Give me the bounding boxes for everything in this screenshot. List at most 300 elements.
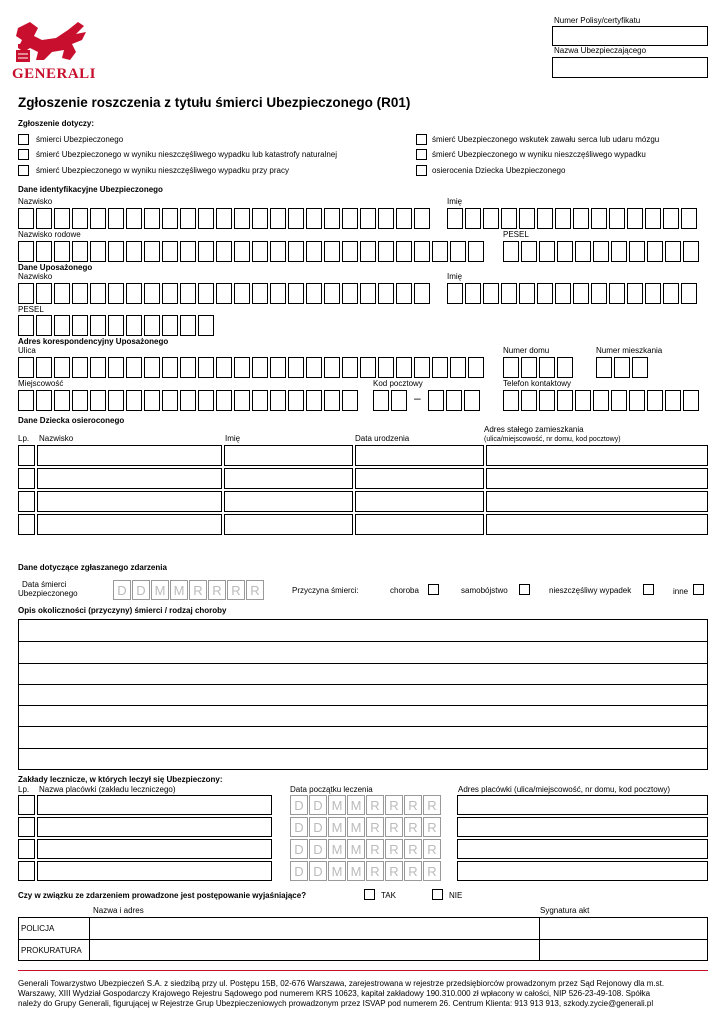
table-cell[interactable] <box>18 861 35 881</box>
insured-name-cells[interactable] <box>447 208 699 229</box>
char-cell[interactable] <box>90 241 106 262</box>
char-cell[interactable] <box>681 208 697 229</box>
char-cell[interactable] <box>18 315 34 336</box>
char-cell[interactable] <box>629 390 645 411</box>
date-cell[interactable]: M <box>347 795 365 815</box>
table-cell[interactable] <box>18 817 35 837</box>
date-cell[interactable]: M <box>347 861 365 881</box>
char-cell[interactable] <box>234 283 250 304</box>
char-cell[interactable] <box>72 315 88 336</box>
char-cell[interactable] <box>126 390 142 411</box>
char-cell[interactable] <box>627 283 643 304</box>
char-cell[interactable] <box>54 208 70 229</box>
char-cell[interactable] <box>519 208 535 229</box>
char-cell[interactable] <box>391 390 407 411</box>
char-cell[interactable] <box>162 390 178 411</box>
cause-checkbox-suicide[interactable] <box>519 584 530 595</box>
date-cell[interactable]: M <box>347 817 365 837</box>
char-cell[interactable] <box>54 315 70 336</box>
char-cell[interactable] <box>647 390 663 411</box>
policy-holder-field[interactable] <box>552 57 708 78</box>
char-cell[interactable] <box>198 357 214 378</box>
date-cell[interactable]: R <box>423 817 441 837</box>
date-cell[interactable]: R <box>385 861 403 881</box>
date-cell[interactable]: R <box>366 795 384 815</box>
char-cell[interactable] <box>306 208 322 229</box>
insured-maiden-cells[interactable] <box>18 241 486 262</box>
char-cell[interactable] <box>396 283 412 304</box>
char-cell[interactable] <box>108 357 124 378</box>
table-cell[interactable] <box>486 468 708 489</box>
date-cell[interactable]: D <box>132 580 150 600</box>
char-cell[interactable] <box>216 390 232 411</box>
char-cell[interactable] <box>468 241 484 262</box>
char-cell[interactable] <box>575 241 591 262</box>
char-cell[interactable] <box>447 283 463 304</box>
char-cell[interactable] <box>288 283 304 304</box>
char-cell[interactable] <box>18 208 34 229</box>
char-cell[interactable] <box>144 241 160 262</box>
char-cell[interactable] <box>108 315 124 336</box>
table-cell[interactable] <box>355 514 484 535</box>
char-cell[interactable] <box>216 208 232 229</box>
table-cell[interactable] <box>37 861 272 881</box>
char-cell[interactable] <box>681 283 697 304</box>
char-cell[interactable] <box>614 357 630 378</box>
char-cell[interactable] <box>342 390 358 411</box>
table-cell[interactable] <box>224 445 353 466</box>
char-cell[interactable] <box>450 241 466 262</box>
char-cell[interactable] <box>537 283 553 304</box>
char-cell[interactable] <box>503 390 519 411</box>
char-cell[interactable] <box>180 315 196 336</box>
char-cell[interactable] <box>180 390 196 411</box>
char-cell[interactable] <box>683 241 699 262</box>
cause-checkbox-accident[interactable] <box>643 584 654 595</box>
table-cell[interactable] <box>457 795 708 815</box>
char-cell[interactable] <box>126 241 142 262</box>
date-cell[interactable]: R <box>189 580 207 600</box>
police-name-field[interactable] <box>90 918 539 939</box>
date-cell[interactable]: D <box>309 861 327 881</box>
insured-pesel-cells[interactable] <box>503 241 701 262</box>
char-cell[interactable] <box>360 283 376 304</box>
char-cell[interactable] <box>288 208 304 229</box>
char-cell[interactable] <box>162 208 178 229</box>
prosecutor-name-field[interactable] <box>90 940 539 960</box>
char-cell[interactable] <box>180 241 196 262</box>
facility-date-cells[interactable] <box>290 861 442 881</box>
claim-checkbox-work-accident[interactable] <box>18 165 29 176</box>
char-cell[interactable] <box>108 283 124 304</box>
char-cell[interactable] <box>162 315 178 336</box>
char-cell[interactable] <box>90 357 106 378</box>
circumstances-area[interactable] <box>18 619 708 770</box>
char-cell[interactable] <box>270 357 286 378</box>
char-cell[interactable] <box>447 208 463 229</box>
claim-checkbox-death[interactable] <box>18 134 29 145</box>
cause-checkbox-other[interactable] <box>693 584 704 595</box>
char-cell[interactable] <box>342 241 358 262</box>
char-cell[interactable] <box>36 390 52 411</box>
char-cell[interactable] <box>306 241 322 262</box>
char-cell[interactable] <box>555 208 571 229</box>
char-cell[interactable] <box>396 208 412 229</box>
table-cell[interactable] <box>355 445 484 466</box>
char-cell[interactable] <box>432 357 448 378</box>
date-cell[interactable]: R <box>423 839 441 859</box>
char-cell[interactable] <box>252 283 268 304</box>
char-cell[interactable] <box>126 283 142 304</box>
investigation-yes-checkbox[interactable] <box>364 889 375 900</box>
char-cell[interactable] <box>378 241 394 262</box>
date-cell[interactable]: M <box>151 580 169 600</box>
char-cell[interactable] <box>108 208 124 229</box>
char-cell[interactable] <box>521 390 537 411</box>
date-cell[interactable]: M <box>328 839 346 859</box>
policy-number-field[interactable] <box>552 26 708 46</box>
char-cell[interactable] <box>306 283 322 304</box>
beneficiary-name-cells[interactable] <box>447 283 699 304</box>
table-cell[interactable] <box>224 491 353 512</box>
date-cell[interactable]: R <box>404 817 422 837</box>
char-cell[interactable] <box>108 241 124 262</box>
char-cell[interactable] <box>665 390 681 411</box>
char-cell[interactable] <box>557 390 573 411</box>
char-cell[interactable] <box>396 357 412 378</box>
char-cell[interactable] <box>519 283 535 304</box>
char-cell[interactable] <box>324 241 340 262</box>
police-signature-field[interactable] <box>540 918 707 939</box>
cause-checkbox-illness[interactable] <box>428 584 439 595</box>
char-cell[interactable] <box>378 283 394 304</box>
beneficiary-surname-cells[interactable] <box>18 283 432 304</box>
char-cell[interactable] <box>557 357 573 378</box>
table-cell[interactable] <box>224 468 353 489</box>
char-cell[interactable] <box>503 241 519 262</box>
char-cell[interactable] <box>234 208 250 229</box>
char-cell[interactable] <box>270 390 286 411</box>
table-cell[interactable] <box>457 839 708 859</box>
char-cell[interactable] <box>234 241 250 262</box>
char-cell[interactable] <box>324 390 340 411</box>
char-cell[interactable] <box>537 208 553 229</box>
char-cell[interactable] <box>414 208 430 229</box>
facility-date-cells[interactable] <box>290 839 442 859</box>
investigation-no-checkbox[interactable] <box>432 889 443 900</box>
char-cell[interactable] <box>180 283 196 304</box>
claim-checkbox-heart-stroke[interactable] <box>416 134 427 145</box>
char-cell[interactable] <box>36 315 52 336</box>
char-cell[interactable] <box>609 208 625 229</box>
date-cell[interactable]: R <box>385 817 403 837</box>
table-cell[interactable] <box>37 491 222 512</box>
date-cell[interactable]: D <box>309 817 327 837</box>
char-cell[interactable] <box>90 283 106 304</box>
char-cell[interactable] <box>501 283 517 304</box>
char-cell[interactable] <box>252 208 268 229</box>
table-cell[interactable] <box>355 491 484 512</box>
char-cell[interactable] <box>180 357 196 378</box>
date-cell[interactable]: M <box>328 817 346 837</box>
char-cell[interactable] <box>18 283 34 304</box>
char-cell[interactable] <box>663 283 679 304</box>
char-cell[interactable] <box>627 208 643 229</box>
table-cell[interactable] <box>37 468 222 489</box>
char-cell[interactable] <box>54 357 70 378</box>
char-cell[interactable] <box>18 357 34 378</box>
char-cell[interactable] <box>90 208 106 229</box>
char-cell[interactable] <box>162 283 178 304</box>
char-cell[interactable] <box>72 208 88 229</box>
char-cell[interactable] <box>306 390 322 411</box>
char-cell[interactable] <box>216 283 232 304</box>
date-cell[interactable]: R <box>246 580 264 600</box>
facilities-address-grid[interactable] <box>457 795 708 881</box>
char-cell[interactable] <box>573 208 589 229</box>
facility-date-cells[interactable] <box>290 795 442 815</box>
char-cell[interactable] <box>465 208 481 229</box>
char-cell[interactable] <box>428 390 444 411</box>
date-cell[interactable]: D <box>290 839 308 859</box>
char-cell[interactable] <box>270 283 286 304</box>
char-cell[interactable] <box>144 357 160 378</box>
char-cell[interactable] <box>360 357 376 378</box>
char-cell[interactable] <box>72 390 88 411</box>
table-cell[interactable] <box>37 514 222 535</box>
facilities-name-grid[interactable] <box>18 795 272 881</box>
date-cell[interactable]: R <box>227 580 245 600</box>
date-cell[interactable]: D <box>113 580 131 600</box>
char-cell[interactable] <box>270 241 286 262</box>
claim-checkbox-orphan[interactable] <box>416 165 427 176</box>
char-cell[interactable] <box>216 357 232 378</box>
char-cell[interactable] <box>647 241 663 262</box>
char-cell[interactable] <box>593 390 609 411</box>
table-cell[interactable] <box>486 491 708 512</box>
char-cell[interactable] <box>144 390 160 411</box>
char-cell[interactable] <box>198 208 214 229</box>
char-cell[interactable] <box>126 357 142 378</box>
claim-checkbox-accident[interactable] <box>416 149 427 160</box>
char-cell[interactable] <box>198 315 214 336</box>
char-cell[interactable] <box>396 241 412 262</box>
char-cell[interactable] <box>360 241 376 262</box>
char-cell[interactable] <box>521 357 537 378</box>
table-cell[interactable] <box>457 861 708 881</box>
char-cell[interactable] <box>501 208 517 229</box>
char-cell[interactable] <box>18 241 34 262</box>
char-cell[interactable] <box>54 283 70 304</box>
death-date-cells[interactable] <box>113 580 265 600</box>
date-cell[interactable]: M <box>170 580 188 600</box>
char-cell[interactable] <box>108 390 124 411</box>
date-cell[interactable]: D <box>309 795 327 815</box>
char-cell[interactable] <box>360 208 376 229</box>
char-cell[interactable] <box>342 357 358 378</box>
char-cell[interactable] <box>234 390 250 411</box>
char-cell[interactable] <box>126 208 142 229</box>
date-cell[interactable]: D <box>290 861 308 881</box>
facility-date-cells[interactable] <box>290 817 442 837</box>
char-cell[interactable] <box>252 357 268 378</box>
char-cell[interactable] <box>54 241 70 262</box>
char-cell[interactable] <box>324 357 340 378</box>
char-cell[interactable] <box>342 208 358 229</box>
char-cell[interactable] <box>198 390 214 411</box>
prosecutor-signature-field[interactable] <box>540 940 707 960</box>
address-street-cells[interactable] <box>18 357 486 378</box>
char-cell[interactable] <box>557 241 573 262</box>
char-cell[interactable] <box>198 283 214 304</box>
char-cell[interactable] <box>414 241 430 262</box>
char-cell[interactable] <box>288 357 304 378</box>
char-cell[interactable] <box>162 241 178 262</box>
char-cell[interactable] <box>483 208 499 229</box>
date-cell[interactable]: D <box>309 839 327 859</box>
char-cell[interactable] <box>36 357 52 378</box>
char-cell[interactable] <box>144 315 160 336</box>
char-cell[interactable] <box>414 283 430 304</box>
char-cell[interactable] <box>90 390 106 411</box>
date-cell[interactable]: R <box>404 839 422 859</box>
table-cell[interactable] <box>18 839 35 859</box>
table-cell[interactable] <box>18 795 35 815</box>
char-cell[interactable] <box>432 241 448 262</box>
char-cell[interactable] <box>609 283 625 304</box>
char-cell[interactable] <box>144 208 160 229</box>
char-cell[interactable] <box>36 208 52 229</box>
char-cell[interactable] <box>611 390 627 411</box>
address-house-cells[interactable] <box>503 357 575 378</box>
char-cell[interactable] <box>144 283 160 304</box>
char-cell[interactable] <box>645 283 661 304</box>
date-cell[interactable]: M <box>328 795 346 815</box>
char-cell[interactable] <box>503 357 519 378</box>
char-cell[interactable] <box>342 283 358 304</box>
char-cell[interactable] <box>591 208 607 229</box>
table-cell[interactable] <box>355 468 484 489</box>
char-cell[interactable] <box>611 241 627 262</box>
char-cell[interactable] <box>414 357 430 378</box>
date-cell[interactable]: R <box>385 795 403 815</box>
char-cell[interactable] <box>36 283 52 304</box>
date-cell[interactable]: M <box>347 839 365 859</box>
char-cell[interactable] <box>180 208 196 229</box>
date-cell[interactable]: R <box>366 839 384 859</box>
date-cell[interactable]: R <box>423 795 441 815</box>
orphan-table[interactable] <box>18 445 708 535</box>
char-cell[interactable] <box>252 241 268 262</box>
char-cell[interactable] <box>378 357 394 378</box>
char-cell[interactable] <box>593 241 609 262</box>
address-phone-cells[interactable] <box>503 390 701 411</box>
table-cell[interactable] <box>18 514 35 535</box>
char-cell[interactable] <box>450 357 466 378</box>
char-cell[interactable] <box>324 283 340 304</box>
char-cell[interactable] <box>632 357 648 378</box>
insured-surname-cells[interactable] <box>18 208 432 229</box>
beneficiary-pesel-cells[interactable] <box>18 315 216 336</box>
table-cell[interactable] <box>486 445 708 466</box>
date-cell[interactable]: R <box>208 580 226 600</box>
date-cell[interactable]: D <box>290 817 308 837</box>
char-cell[interactable] <box>126 315 142 336</box>
address-flat-cells[interactable] <box>596 357 650 378</box>
char-cell[interactable] <box>234 357 250 378</box>
char-cell[interactable] <box>573 283 589 304</box>
char-cell[interactable] <box>373 390 389 411</box>
char-cell[interactable] <box>288 390 304 411</box>
char-cell[interactable] <box>198 241 214 262</box>
char-cell[interactable] <box>483 283 499 304</box>
address-postal-cells-a[interactable] <box>373 390 409 411</box>
char-cell[interactable] <box>555 283 571 304</box>
date-cell[interactable]: M <box>328 861 346 881</box>
char-cell[interactable] <box>539 357 555 378</box>
table-cell[interactable] <box>224 514 353 535</box>
date-cell[interactable]: R <box>423 861 441 881</box>
table-cell[interactable] <box>18 445 35 466</box>
char-cell[interactable] <box>665 241 681 262</box>
date-cell[interactable]: R <box>404 861 422 881</box>
date-cell[interactable]: R <box>366 861 384 881</box>
char-cell[interactable] <box>465 283 481 304</box>
date-cell[interactable]: R <box>404 795 422 815</box>
char-cell[interactable] <box>645 208 661 229</box>
date-cell[interactable]: D <box>290 795 308 815</box>
char-cell[interactable] <box>629 241 645 262</box>
char-cell[interactable] <box>216 241 232 262</box>
table-cell[interactable] <box>486 514 708 535</box>
char-cell[interactable] <box>539 390 555 411</box>
address-city-cells[interactable] <box>18 390 360 411</box>
char-cell[interactable] <box>72 357 88 378</box>
char-cell[interactable] <box>72 241 88 262</box>
char-cell[interactable] <box>468 357 484 378</box>
char-cell[interactable] <box>446 390 462 411</box>
char-cell[interactable] <box>162 357 178 378</box>
table-cell[interactable] <box>37 445 222 466</box>
table-cell[interactable] <box>37 817 272 837</box>
char-cell[interactable] <box>663 208 679 229</box>
char-cell[interactable] <box>90 315 106 336</box>
char-cell[interactable] <box>306 357 322 378</box>
char-cell[interactable] <box>270 208 286 229</box>
char-cell[interactable] <box>464 390 480 411</box>
table-cell[interactable] <box>37 795 272 815</box>
char-cell[interactable] <box>288 241 304 262</box>
char-cell[interactable] <box>18 390 34 411</box>
char-cell[interactable] <box>683 390 699 411</box>
char-cell[interactable] <box>378 208 394 229</box>
date-cell[interactable]: R <box>366 817 384 837</box>
table-cell[interactable] <box>37 839 272 859</box>
char-cell[interactable] <box>54 390 70 411</box>
table-cell[interactable] <box>18 468 35 489</box>
char-cell[interactable] <box>72 283 88 304</box>
table-cell[interactable] <box>457 817 708 837</box>
char-cell[interactable] <box>575 390 591 411</box>
char-cell[interactable] <box>539 241 555 262</box>
date-cell[interactable]: R <box>385 839 403 859</box>
claim-checkbox-accident-natural[interactable] <box>18 149 29 160</box>
table-cell[interactable] <box>18 491 35 512</box>
char-cell[interactable] <box>596 357 612 378</box>
char-cell[interactable] <box>252 390 268 411</box>
char-cell[interactable] <box>36 241 52 262</box>
char-cell[interactable] <box>324 208 340 229</box>
